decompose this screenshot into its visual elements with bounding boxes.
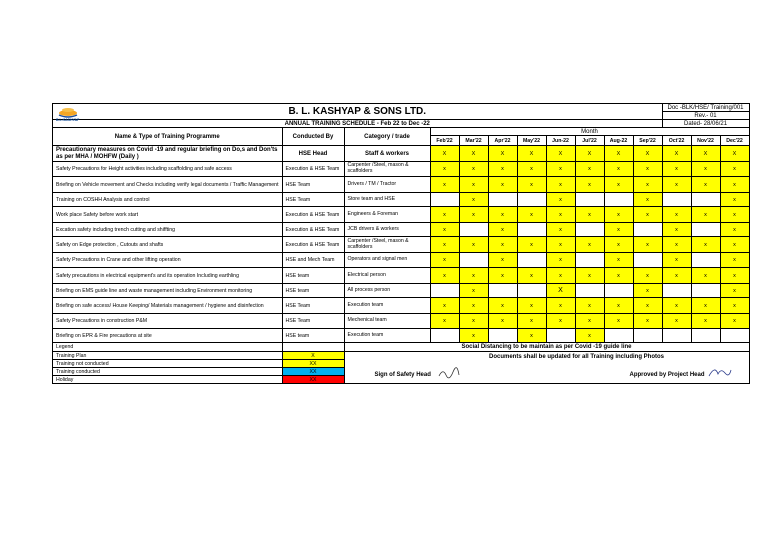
- schedule-mark: x: [720, 268, 749, 284]
- programme-cell: Excation safety including trench cutting and shiffting: [53, 223, 283, 237]
- schedule-mark: [575, 253, 604, 268]
- schedule-mark: [488, 284, 517, 298]
- conducted-by-cell: Execution & HSE Team: [282, 162, 344, 177]
- schedule-mark: x: [575, 329, 604, 343]
- programme-cell: Precautionary measures on Covid -19 and regular briefing on Do,s and Don'ts as per MHA / MOHFW (Daily ): [53, 146, 283, 162]
- schedule-mark: x: [720, 193, 749, 207]
- legend-label: Training conducted: [53, 368, 283, 376]
- month-header: Feb'22: [430, 136, 459, 146]
- schedule-mark: X: [430, 146, 459, 162]
- month-header: May'22: [517, 136, 546, 146]
- project-head-signature-icon: [707, 364, 733, 380]
- schedule-mark: x: [633, 237, 662, 253]
- schedule-mark: [488, 193, 517, 207]
- schedule-mark: x: [546, 314, 575, 329]
- schedule-mark: [517, 223, 546, 237]
- month-header: Jun-22: [546, 136, 575, 146]
- schedule-mark: x: [430, 162, 459, 177]
- schedule-mark: x: [546, 162, 575, 177]
- programme-cell: Safety on Edge protection , Cutouts and shafts: [53, 237, 283, 253]
- schedule-mark: x: [459, 314, 488, 329]
- table-row: [53, 268, 750, 284]
- conducted-by-cell: HSE team: [282, 268, 344, 284]
- schedule-mark: [604, 284, 633, 298]
- conducted-by-cell: Execution & HSE Team: [282, 223, 344, 237]
- programme-cell: Briefing on EPR & Fire precautions at site: [53, 329, 283, 343]
- legend-label: Training Plan: [53, 352, 283, 360]
- schedule-mark: x: [604, 237, 633, 253]
- schedule-mark: [662, 193, 691, 207]
- col-header-category: Category / trade: [344, 128, 430, 146]
- schedule-mark: x: [662, 298, 691, 314]
- conducted-by-cell: Execution & HSE Team: [282, 237, 344, 253]
- category-cell: Mechenical team: [344, 314, 430, 329]
- category-cell: Carpenter /Steel, mason & scaffolders: [344, 162, 430, 177]
- category-cell: Staff & workers: [344, 146, 430, 162]
- table-row: [53, 146, 750, 162]
- schedule-mark: x: [546, 298, 575, 314]
- table-row: [53, 284, 750, 298]
- schedule-mark: x: [575, 237, 604, 253]
- legend-spacer: [282, 343, 344, 352]
- schedule-mark: x: [488, 268, 517, 284]
- table-row: [53, 177, 750, 193]
- photos-note: Documents shall be updated for all Training including Photos: [489, 354, 665, 360]
- schedule-mark: [691, 329, 720, 343]
- programme-cell: Safety precautions in electrical equipment's and its operation Including earthling: [53, 268, 283, 284]
- schedule-mark: x: [488, 314, 517, 329]
- schedule-mark: x: [546, 193, 575, 207]
- schedule-mark: x: [488, 223, 517, 237]
- schedule-mark: [517, 253, 546, 268]
- schedule-mark: x: [662, 268, 691, 284]
- schedule-mark: x: [720, 237, 749, 253]
- schedule-mark: x: [517, 177, 546, 193]
- category-cell: Execution team: [344, 298, 430, 314]
- schedule-mark: x: [720, 207, 749, 223]
- legend-code: X: [282, 352, 344, 360]
- category-cell: JCB drivers & workers: [344, 223, 430, 237]
- schedule-mark: x: [488, 207, 517, 223]
- table-row: [53, 253, 750, 268]
- schedule-mark: x: [633, 207, 662, 223]
- schedule-mark: [662, 329, 691, 343]
- schedule-mark: x: [459, 298, 488, 314]
- category-cell: Store team and HSE: [344, 193, 430, 207]
- conducted-by-cell: HSE Team: [282, 314, 344, 329]
- schedule-mark: [459, 223, 488, 237]
- month-header: Nov'22: [691, 136, 720, 146]
- schedule-mark: X: [662, 146, 691, 162]
- training-schedule-table: [52, 103, 750, 384]
- schedule-mark: x: [517, 207, 546, 223]
- schedule-mark: x: [488, 162, 517, 177]
- schedule-mark: x: [604, 162, 633, 177]
- schedule-mark: x: [662, 207, 691, 223]
- table-row: [53, 193, 750, 207]
- covid-note: Social Distancing to be maintain as per Covid -19 guide line: [344, 343, 749, 352]
- schedule-mark: [604, 329, 633, 343]
- revision: Rev.- 01: [662, 112, 749, 120]
- schedule-mark: X: [546, 284, 575, 298]
- schedule-mark: x: [430, 237, 459, 253]
- programme-cell: Safety Precautions in construction P&M: [53, 314, 283, 329]
- schedule-mark: X: [691, 146, 720, 162]
- schedule-mark: [430, 329, 459, 343]
- month-header: Sep'22: [633, 136, 662, 146]
- schedule-mark: x: [517, 237, 546, 253]
- schedule-mark: [662, 284, 691, 298]
- schedule-mark: [488, 329, 517, 343]
- schedule-mark: X: [459, 146, 488, 162]
- schedule-mark: x: [662, 253, 691, 268]
- doc-number: Doc -BLK/HSE/ Training/001: [662, 104, 749, 112]
- schedule-mark: [720, 329, 749, 343]
- schedule-mark: x: [633, 298, 662, 314]
- conducted-by-cell: HSE team: [282, 284, 344, 298]
- schedule-mark: x: [459, 193, 488, 207]
- table-row: [53, 162, 750, 177]
- schedule-mark: x: [430, 207, 459, 223]
- schedule-mark: x: [430, 298, 459, 314]
- schedule-mark: [604, 193, 633, 207]
- schedule-mark: x: [604, 314, 633, 329]
- category-cell: Execution team: [344, 329, 430, 343]
- schedule-mark: x: [575, 207, 604, 223]
- schedule-mark: x: [546, 237, 575, 253]
- table-row: [53, 237, 750, 253]
- schedule-mark: [430, 193, 459, 207]
- schedule-mark: x: [546, 223, 575, 237]
- month-header: Jul'22: [575, 136, 604, 146]
- schedule-mark: x: [633, 162, 662, 177]
- schedule-mark: [633, 223, 662, 237]
- legend-code: XX: [282, 360, 344, 368]
- schedule-mark: x: [430, 223, 459, 237]
- programme-cell: Briefing on Vehicle movement and Checks including verify legal documents / Traffic Management: [53, 177, 283, 193]
- logo-text: B.L.KASHYAP: [56, 118, 80, 122]
- category-cell: Electrical person: [344, 268, 430, 284]
- schedule-mark: x: [488, 253, 517, 268]
- month-header: Mar'22: [459, 136, 488, 146]
- schedule-mark: x: [691, 237, 720, 253]
- schedule-mark: x: [662, 223, 691, 237]
- schedule-mark: x: [662, 314, 691, 329]
- schedule-mark: x: [633, 314, 662, 329]
- schedule-mark: x: [517, 314, 546, 329]
- schedule-mark: x: [604, 177, 633, 193]
- category-cell: Drivers / TM / Tractor: [344, 177, 430, 193]
- schedule-mark: x: [691, 268, 720, 284]
- schedule-mark: x: [633, 268, 662, 284]
- schedule-mark: [430, 284, 459, 298]
- conducted-by-cell: Execution & HSE Team: [282, 207, 344, 223]
- schedule-mark: x: [720, 162, 749, 177]
- legend-code: XX: [282, 368, 344, 376]
- category-cell: Operators and signal men: [344, 253, 430, 268]
- schedule-mark: x: [720, 314, 749, 329]
- schedule-title: ANNUAL TRAINING SCHEDULE - Feb 22 to Dec -22: [53, 120, 663, 128]
- programme-cell: Safety Precautions for Height activities including scaffolding and safe access: [53, 162, 283, 177]
- schedule-mark: x: [633, 193, 662, 207]
- schedule-mark: [517, 284, 546, 298]
- schedule-mark: x: [459, 329, 488, 343]
- col-header-programme: Name & Type of Training Programme: [53, 128, 283, 146]
- schedule-mark: x: [720, 223, 749, 237]
- month-header: Aug-22: [604, 136, 633, 146]
- schedule-mark: [633, 329, 662, 343]
- schedule-mark: x: [691, 177, 720, 193]
- schedule-mark: x: [430, 314, 459, 329]
- schedule-mark: X: [575, 146, 604, 162]
- table-row: [53, 298, 750, 314]
- conducted-by-cell: HSE Team: [282, 177, 344, 193]
- category-cell: Carpenter /Steel, mason & scaffolders: [344, 237, 430, 253]
- schedule-mark: x: [546, 253, 575, 268]
- schedule-mark: x: [575, 177, 604, 193]
- schedule-mark: [575, 193, 604, 207]
- schedule-mark: x: [604, 223, 633, 237]
- schedule-mark: [691, 193, 720, 207]
- schedule-mark: x: [488, 298, 517, 314]
- schedule-mark: x: [459, 177, 488, 193]
- schedule-mark: x: [720, 253, 749, 268]
- conducted-by-cell: HSE team: [282, 329, 344, 343]
- schedule-mark: x: [546, 268, 575, 284]
- schedule-mark: [691, 284, 720, 298]
- table-row: [53, 223, 750, 237]
- schedule-mark: [575, 284, 604, 298]
- schedule-mark: x: [488, 237, 517, 253]
- schedule-mark: [691, 253, 720, 268]
- table-row: [53, 329, 750, 343]
- conducted-by-cell: HSE Team: [282, 193, 344, 207]
- schedule-mark: [546, 329, 575, 343]
- category-cell: All process person: [344, 284, 430, 298]
- conducted-by-cell: HSE Head: [282, 146, 344, 162]
- sign-safety-head: Sign of Safety Head: [374, 372, 431, 378]
- schedule-mark: x: [459, 162, 488, 177]
- schedule-mark: X: [517, 146, 546, 162]
- legend-code: XX: [282, 376, 344, 384]
- schedule-mark: x: [459, 284, 488, 298]
- schedule-mark: x: [430, 253, 459, 268]
- notes-block: [344, 352, 749, 384]
- month-header: Apr'22: [488, 136, 517, 146]
- schedule-mark: X: [546, 146, 575, 162]
- programme-cell: Work place Safety before work start: [53, 207, 283, 223]
- schedule-mark: x: [459, 237, 488, 253]
- schedule-mark: x: [662, 162, 691, 177]
- programme-cell: Safety Precautions in Crane and other lifting operation: [53, 253, 283, 268]
- month-header: Dec'22: [720, 136, 749, 146]
- schedule-mark: x: [517, 298, 546, 314]
- schedule-mark: x: [604, 207, 633, 223]
- legend-label: Holiday: [53, 376, 283, 384]
- schedule-mark: x: [633, 284, 662, 298]
- schedule-mark: x: [430, 268, 459, 284]
- schedule-mark: x: [517, 329, 546, 343]
- approved-by: Approved by Project Head: [629, 372, 705, 378]
- schedule-mark: x: [517, 162, 546, 177]
- schedule-mark: x: [720, 177, 749, 193]
- schedule-mark: x: [488, 177, 517, 193]
- schedule-mark: x: [575, 268, 604, 284]
- schedule-mark: x: [633, 177, 662, 193]
- schedule-mark: [575, 223, 604, 237]
- schedule-mark: x: [430, 177, 459, 193]
- schedule-mark: [691, 223, 720, 237]
- conducted-by-cell: HSE and Mech Team: [282, 253, 344, 268]
- schedule-mark: x: [546, 207, 575, 223]
- schedule-mark: x: [691, 298, 720, 314]
- month-label: Month: [430, 128, 749, 136]
- schedule-mark: x: [604, 253, 633, 268]
- conducted-by-cell: HSE Team: [282, 298, 344, 314]
- dated: Dated- 28/06/21: [662, 120, 749, 128]
- legend-label: Training not conducted: [53, 360, 283, 368]
- schedule-mark: X: [604, 146, 633, 162]
- table-row: [53, 207, 750, 223]
- schedule-mark: x: [459, 207, 488, 223]
- programme-cell: Briefing on EMS guide line and waste management including Environment monitoring: [53, 284, 283, 298]
- schedule-mark: x: [604, 298, 633, 314]
- month-header: Oct'22: [662, 136, 691, 146]
- schedule-mark: [459, 253, 488, 268]
- legend-row: [53, 352, 750, 360]
- schedule-mark: x: [459, 268, 488, 284]
- category-cell: Engineers & Foreman: [344, 207, 430, 223]
- legend-title: Legend: [53, 343, 283, 352]
- schedule-mark: x: [662, 177, 691, 193]
- schedule-mark: x: [662, 237, 691, 253]
- schedule-mark: x: [575, 314, 604, 329]
- schedule-mark: x: [691, 162, 720, 177]
- schedule-mark: [517, 193, 546, 207]
- programme-cell: Briefing on safe access/ House Keeping/ Materials management / hygiene and disinfection: [53, 298, 283, 314]
- schedule-mark: x: [517, 268, 546, 284]
- schedule-mark: x: [720, 284, 749, 298]
- schedule-mark: x: [575, 162, 604, 177]
- schedule-mark: x: [691, 314, 720, 329]
- schedule-mark: X: [633, 146, 662, 162]
- schedule-mark: x: [720, 298, 749, 314]
- safety-signature-icon: [437, 366, 461, 380]
- schedule-mark: [633, 253, 662, 268]
- schedule-mark: x: [575, 298, 604, 314]
- table-row: [53, 314, 750, 329]
- schedule-mark: x: [546, 177, 575, 193]
- col-header-conducted-by: Conducted By: [282, 128, 344, 146]
- schedule-mark: x: [691, 207, 720, 223]
- schedule-mark: X: [720, 146, 749, 162]
- company-title: B. L. KASHYAP & SONS LTD.: [53, 104, 663, 120]
- schedule-mark: X: [488, 146, 517, 162]
- programme-cell: Training on COSHH Analysis and control: [53, 193, 283, 207]
- schedule-mark: x: [604, 268, 633, 284]
